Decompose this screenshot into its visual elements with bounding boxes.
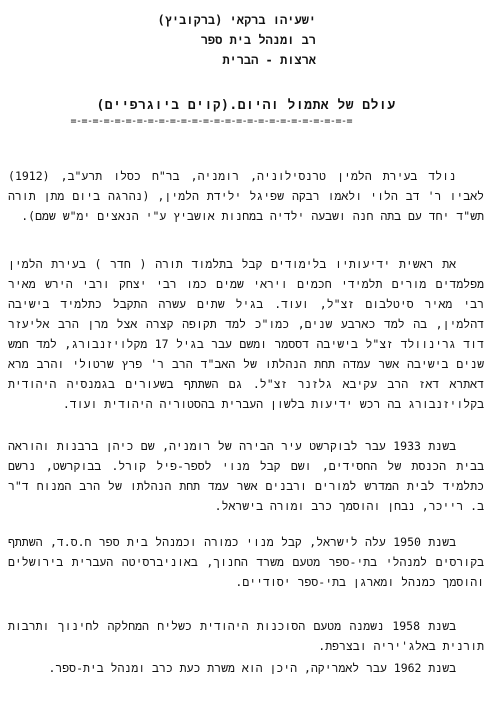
paragraph-text: נולד בעירת הלמין טרנסילוניה, רומניה, בר"ח כסלו תרע"ב, (1912) לאביו ר' דב הלוי ולאמו רבקה שפיגל ילידת הלמין, (נהרגה ביום מתן תורה תש"ד יחד עם בתה חנה ושבעה ילדיה במחנות אושביץ ע"י הנאצים ימ"ש שמם). <box>8 169 484 223</box>
paragraph-education <box>8 254 484 414</box>
paragraph-birth <box>8 166 484 226</box>
title-underline-rule: =-=-=-=-=-=-=-=-=-=-=-=-=-=-=-=-=-=-=-=-=-=-=-=-=-= <box>70 116 352 127</box>
author-country: ארצות - הברית <box>222 53 316 67</box>
author-header <box>157 10 316 70</box>
author-name: ישעיהו ברקאי (ברקוביץ) <box>157 13 316 27</box>
paragraph-text: את ראשית ידיעותיו בלימודים קבל בתלמוד תורה ( חדר ) בעירת הלמין מפלמדים מורים תלמידי חכמים ויראי שמים כמו רבי יצחק ורבי הירש מאיר רבי מאיר סיטלבום זצ"ל, ועוד. בגיל שתים עשרה התקבל כתלמיד בישיבה דהלמין, בה למד כארבע שנים, כמו"כ למד תקופה קצרה אצל מרן הרב אליעזר דוד גרינוולד זצ"ל בישיבה דססמר ומשם עבר בגיל 17 מקלויזנבורג, למד חמש שנים בישיבה אשר עמדה תחת הנהלתו של האב"ד הרב ר' פרץ שרטולי והרב מרא דאתרא דאז הרב עקיבא גלזנר זצ"ל. גם השתתף בשעורים בגמנסיה היהודית בקלויזנבורג בה רכש ידיעות בלשון העברית בהסטוריה היהודית ועוד. <box>8 257 484 411</box>
paragraph-america <box>8 658 484 678</box>
paragraph-bucharest <box>8 436 484 516</box>
paragraph-israel <box>8 532 484 592</box>
document-title: עולם של אתמול והיום.(קוים ביוגרפיים) <box>96 98 396 113</box>
paragraph-algeria <box>8 616 484 656</box>
paragraph-text: בשנת 1933 עבר לבוקרשט עיר הבירה של רומניה, שם כיהן ברבנות והוראה בבית הכנסת של החסידים, ושם קבל מנוי לספר-פיל קורל. בבוקרשט, נרשם כתלמיד לבית המדרש למורים ורבנים אשר עמד תחת הנהלתו של הרב המנוח ד"ר ב. רייכר, נבחן והוסמך כרב ומורה בישראל. <box>8 439 484 513</box>
paragraph-text: בשנת 1962 עבר לאמריקה, היכן הוא משרת כעת כרב ומנהל בית-ספר. <box>48 661 456 675</box>
paragraph-text: בשנת 1950 עלה לישראל, קבל מנוי כמורה וכמנהל בית ספר ח.ס.ד, השתתף בקורסים למנהלי בתי-ספר מטעם משרד החנוך, באוניברסיטה העברית בירושלים והוסמך כמנהל ומארגן בתי-ספר יסודיים. <box>8 535 484 589</box>
author-role: רב ומנהל בית ספר <box>200 33 316 47</box>
paragraph-text: בשנת 1958 נשמנה מטעם הסוכנות היהודית כשליח המחלקה לחינוך ותרבות תורנית באלג'יריה ובצרפת. <box>8 619 484 653</box>
